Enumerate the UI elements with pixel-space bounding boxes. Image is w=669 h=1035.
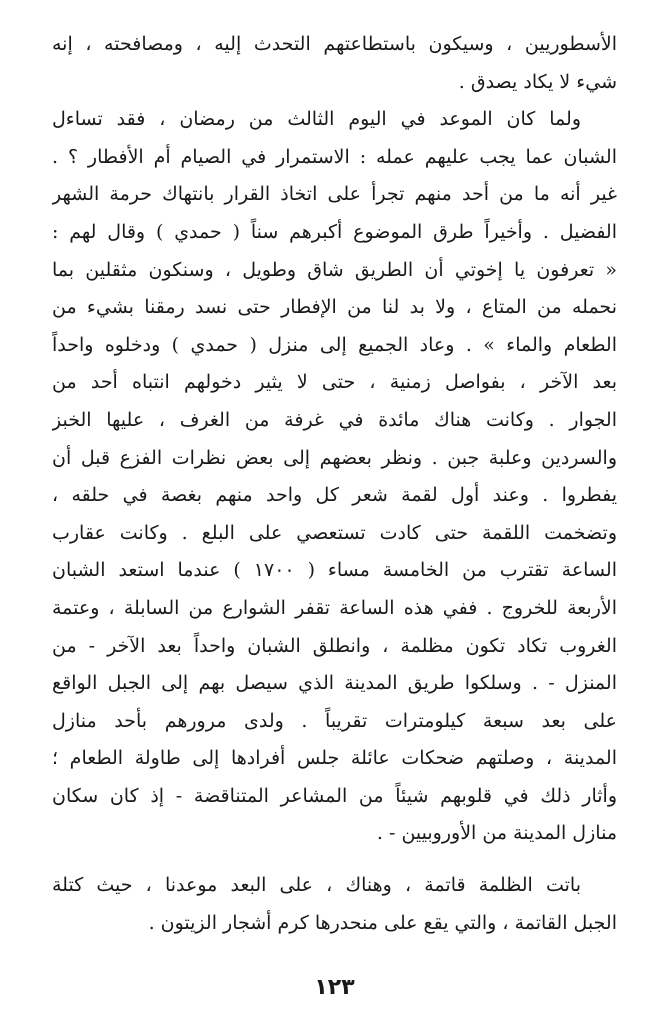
text-line: الأربعة للخروج . ففي هذه الساعة تقفر الشوارع من السابلة ، وعتمة (52, 596, 617, 619)
text-line: الجبل القاتمة ، والتي يقع على منحدرها كرم أشجار الزيتون . (148, 911, 617, 934)
text-line: الطعام والماء » . وعاد الجميع إلى منزل ( حمدي ) ودخلوه واحداً (52, 333, 617, 356)
text-line: الأسطوريين ، وسيكون باستطاعتهم التحدث إليه ، ومصافحته ، إنه (52, 33, 617, 55)
text-line: وأثار ذلك في قلوبهم شيئاً من المشاعر المتناقضة - إذ كان سكان (52, 784, 617, 807)
paragraph (52, 26, 617, 101)
text-line: ولما كان الموعد في اليوم الثالث من رمضان ، فقد تساءل (52, 108, 581, 131)
text-line: المدينة ، وصلتهم ضحكات عائلة جلس أفرادها إلى طاولة الطعام ؛ (52, 747, 617, 770)
text-line: غير أنه ما من أحد منهم تجرأ على اتخاذ القرار بانتهاك حرمة الشهر (52, 183, 617, 206)
text-line: نحمله من المتاع ، ولا بد لنا من الإفطار حتى نسد رمقنا بشيء من (52, 296, 617, 319)
text-line: والسردين وعلبة جبن . ونظر بعضهم إلى بعض نظرات الفزع قبل أن (52, 446, 617, 469)
text-line: يفطروا . وعند أول لقمة شعر كل واحد منهم بغصة في حلقه ، (52, 484, 617, 507)
text-line: الشبان عما يجب عليهم عمله : الاستمرار في الصيام أم الأفطار ؟ . (52, 145, 617, 168)
paragraph (52, 101, 617, 853)
text-line: بعد الآخر ، بفواصل زمنية ، حتى لا يثير دخولهم انتباه أحد من (52, 371, 617, 394)
text-line: الفضيل . وأخيراً طرق الموضوع أكبرهم سناً ( حمدي ) وقال لهم : (52, 220, 617, 243)
text-line: باتت الظلمة قاتمة ، وهناك ، على البعد موعدنا ، حيث كتلة (52, 874, 581, 897)
text-line: « تعرفون يا إخوتي أن الطريق شاق وطويل ، وسنكون مثقلين بما (52, 258, 617, 281)
text-line: على بعد سبعة كيلومترات تقريباً . ولدى مرورهم بأحد منازل (52, 709, 617, 732)
text-line: المنزل - . وسلكوا طريق المدينة الذي سيصل بهم إلى الجبل الواقع (52, 672, 617, 695)
paragraph (52, 867, 617, 942)
text-line: وتضخمت اللقمة حتى كادت تستعصي على البلع . وكانت عقارب (52, 521, 617, 544)
text-line: الغروب تكاد تكون مظلمة ، وانطلق الشبان واحداً بعد الآخر - من (52, 634, 617, 657)
text-line: الساعة تقترب من الخامسة مساء ( ١٧٠٠ ) عندما استعد الشبان (52, 559, 617, 582)
text-line: الجوار . وكانت هناك مائدة في غرفة من الغرف ، عليها الخبز (52, 408, 617, 431)
page-number: ١٢٣ (314, 975, 355, 1000)
page-body (52, 26, 617, 942)
text-line: منازل المدينة من الأوروبيين - . (376, 822, 617, 845)
paragraph-spacer (52, 853, 617, 867)
text-line: شيء لا يكاد يصدق . (458, 70, 617, 93)
